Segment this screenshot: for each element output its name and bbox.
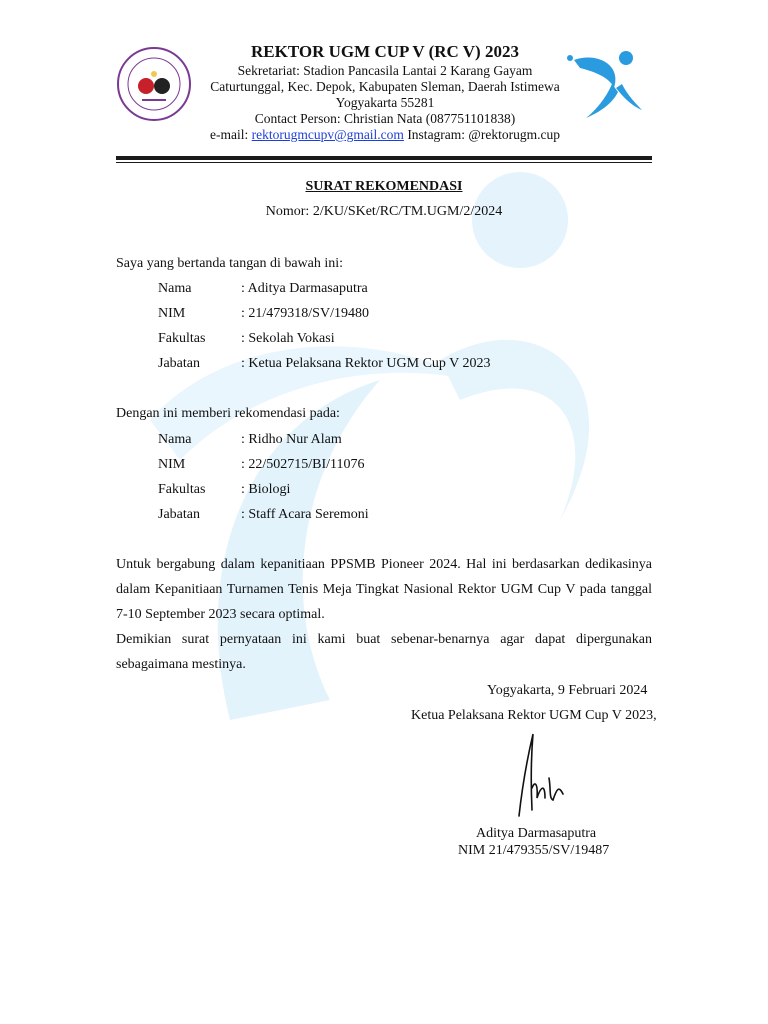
email-label: e-mail: [210,127,252,142]
rc-player-logo [566,48,646,122]
letter-number: Nomor: 2/KU/SKet/RC/TM.UGM/2/2024 [265,204,503,219]
recipient-position-label: Jabatan [158,507,200,522]
place-date: Yogyakarta, 9 Februari 2024 [487,683,648,698]
recipient-faculty-value: : Biologi [241,482,291,497]
recipient-faculty-label: Fakultas [158,482,206,497]
ut-meja-logo [116,46,192,122]
recipient-nim-value: : 22/502715/BI/11076 [241,457,365,472]
header-line-2: Caturtunggal, Kec. Depok, Kabupaten Sleman, Daerah Istimewa [210,79,560,94]
header-rule-thin [116,162,652,163]
signer-position-label: Jabatan [158,356,200,371]
signer-faculty-label: Fakultas [158,331,206,346]
recipient-name-label: Nama [158,432,192,447]
header-line-1: Sekretariat: Stadion Pancasila Lantai 2 Karang Gayam [237,63,533,78]
header-line-3: Yogyakarta 55281 [335,95,435,110]
signer-name-label: Nama [158,281,192,296]
header-contact: Contact Person: Christian Nata (087751101838) [254,111,516,126]
header-rule-thick [116,156,652,160]
instagram-text: Instagram: @rektorugm.cup [403,127,560,142]
signer-position-value: : Ketua Pelaksana Rektor UGM Cup V 2023 [241,356,491,371]
intro-text: Saya yang bertanda tangan di bawah ini: [116,256,344,271]
header-title: REKTOR UGM CUP V (RC V) 2023 [251,42,519,61]
signer-title: Ketua Pelaksana Rektor UGM Cup V 2023, [411,708,657,723]
signer-faculty-value: : Sekolah Vokasi [241,331,335,346]
letter-title: SURAT REKOMENDASI [305,179,463,194]
email-link[interactable]: rektorugmcupv@gmail.com [251,127,404,142]
header-email-line [200,127,570,143]
signer-name: Aditya Darmasaputra [476,826,597,841]
signer-nim-label: NIM [158,306,186,321]
recipient-name-value: : Ridho Nur Alam [241,432,342,447]
paragraph-2: Demikian surat pernyataan ini kami buat sebenar-benarnya agar dapat dipergunakan sebagaimana mestinya. [116,632,652,672]
signer-nim: NIM 21/479355/SV/19487 [458,843,610,858]
recipient-position-value: : Staff Acara Seremoni [241,507,369,522]
recommend-intro: Dengan ini memberi rekomendasi pada: [116,406,340,421]
signer-nim-value: : 21/479318/SV/19480 [241,306,369,321]
signature [505,728,575,823]
recipient-nim-label: NIM [158,457,186,472]
paragraph-1: Untuk bergabung dalam kepanitiaan PPSMB Pioneer 2024. Hal ini berdasarkan dedikasinya dalam Kepanitiaan Turnamen Tenis Meja Tingkat Nasional Rektor UGM Cup V pada tanggal 7-10 September 2023 secara optimal. [116,557,652,622]
signer-name-value: : Aditya Darmasaputra [241,281,368,296]
